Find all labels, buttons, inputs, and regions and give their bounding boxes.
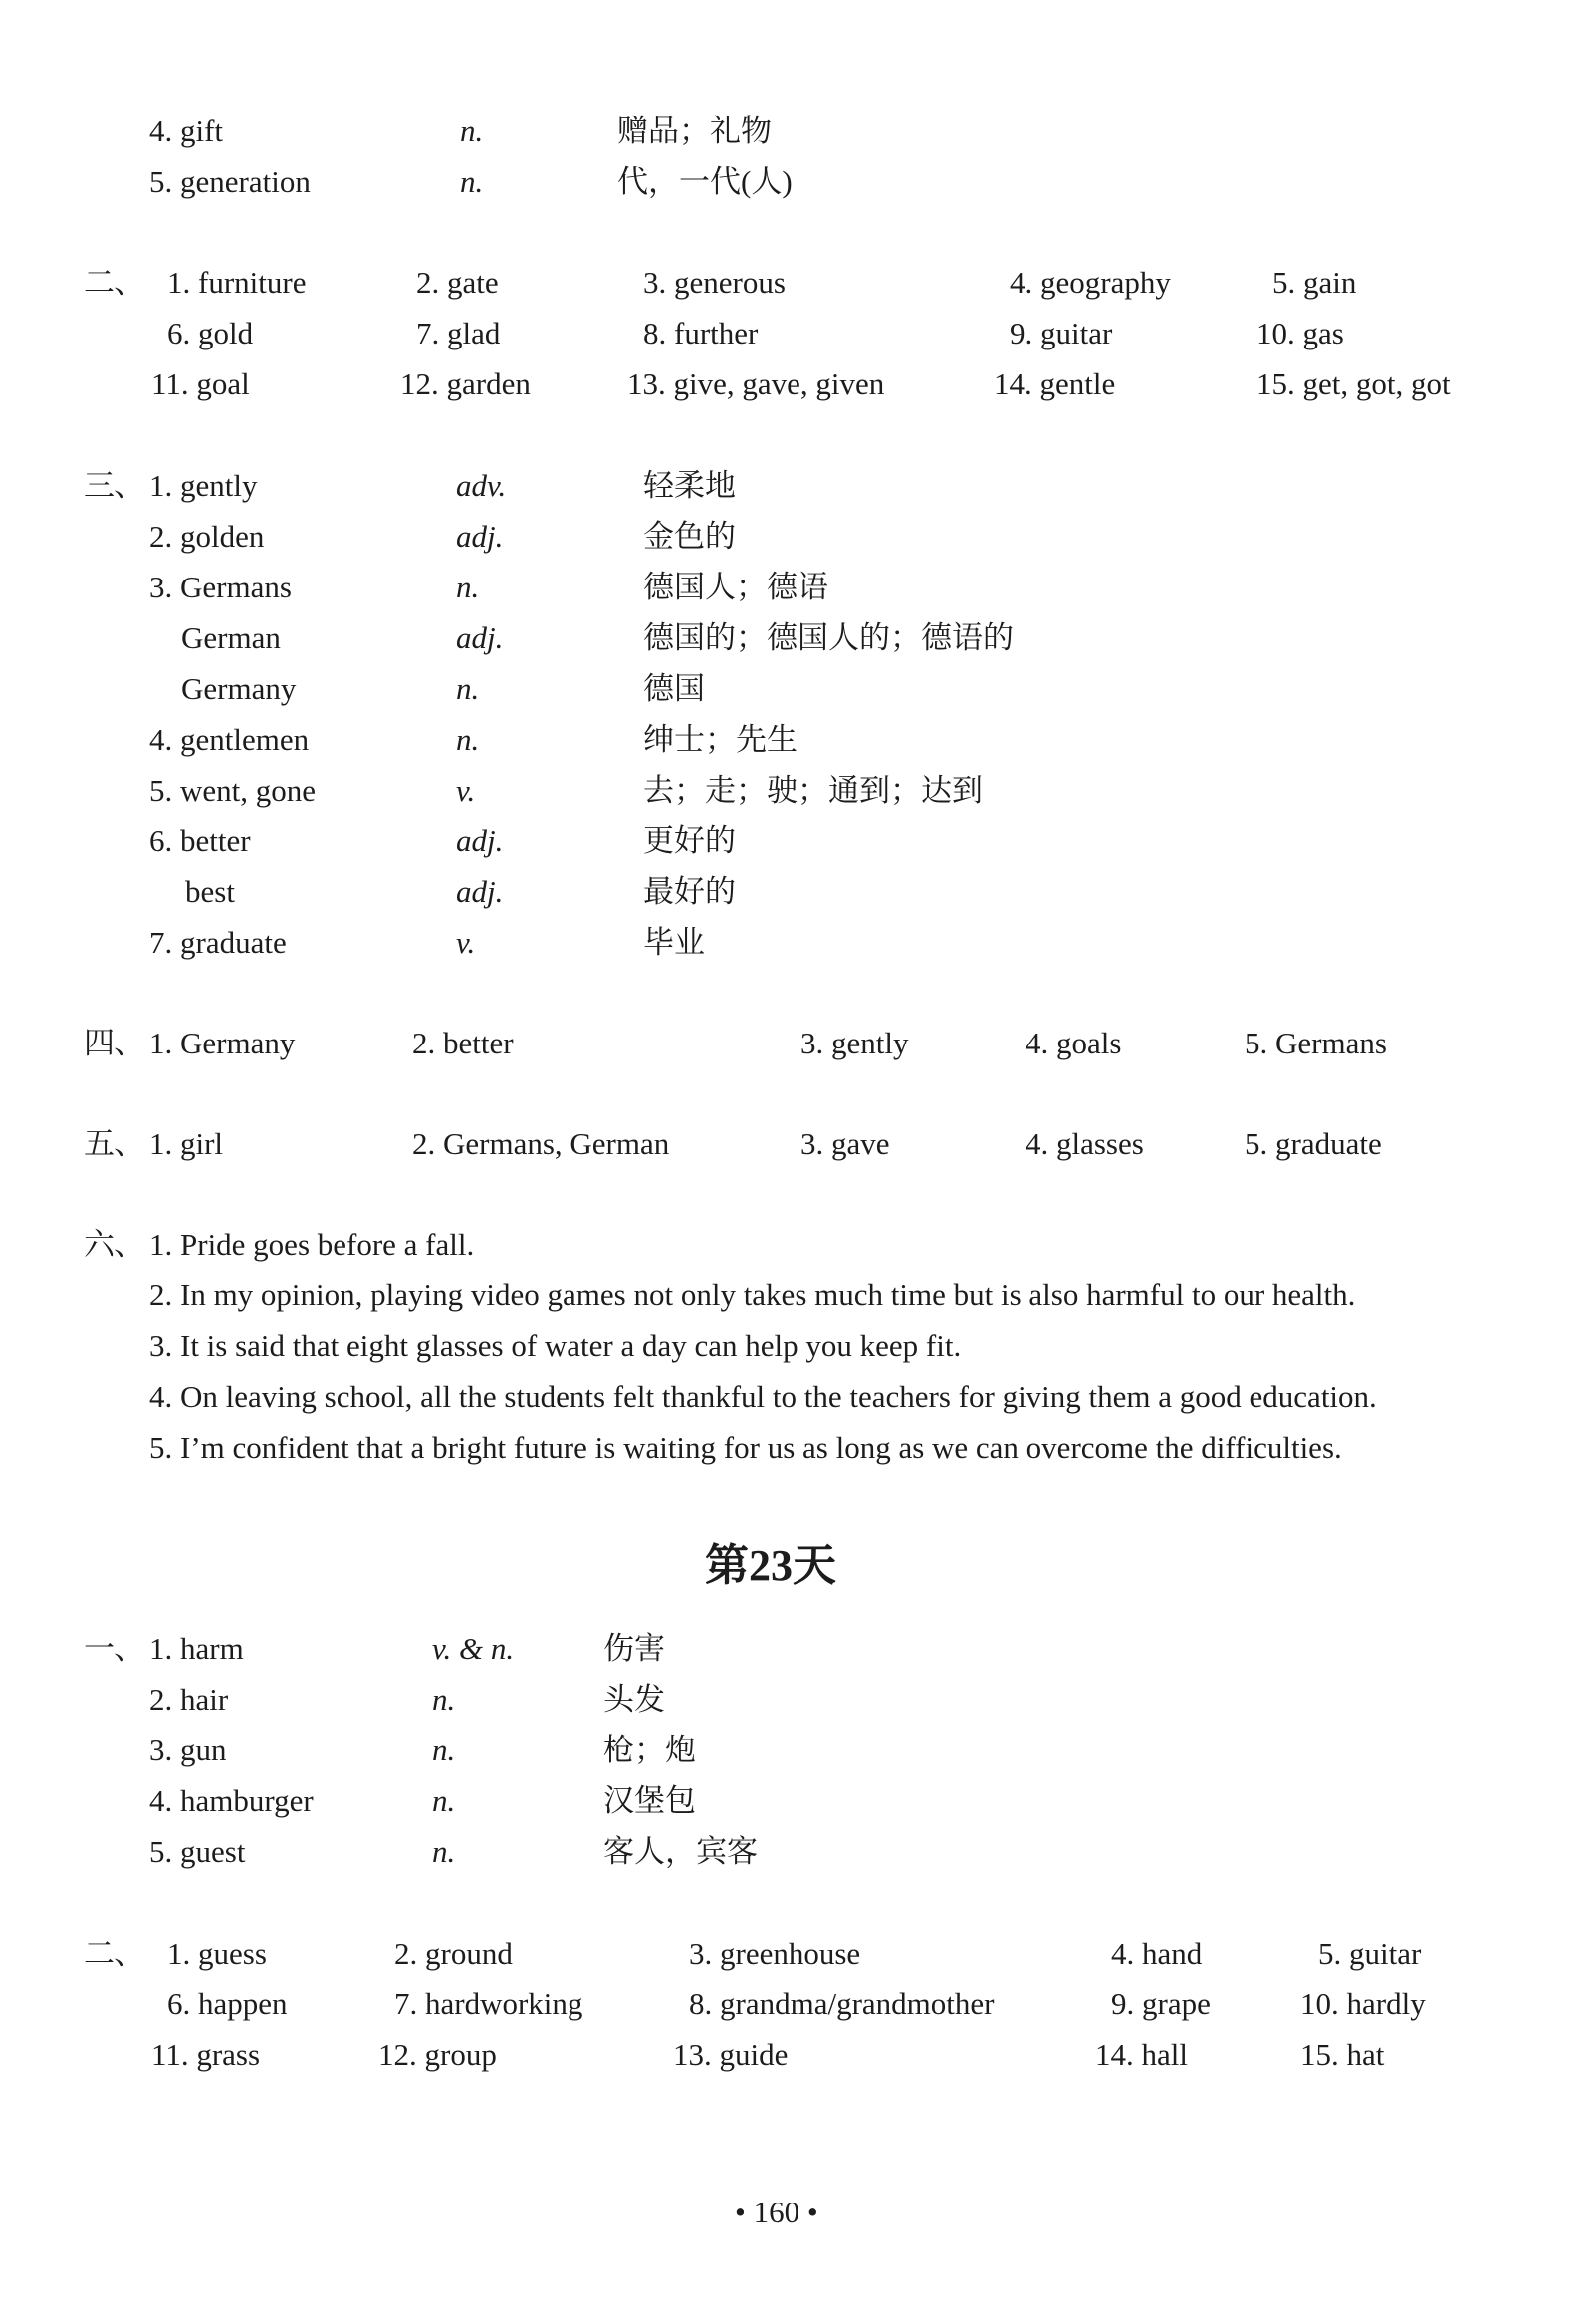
answer-item: 1. girl bbox=[149, 1126, 224, 1161]
answer-item: 1. Germany bbox=[149, 1026, 296, 1060]
word: 4. gift bbox=[149, 114, 224, 148]
answer-item: 4. goals bbox=[1026, 1026, 1122, 1060]
part-of-speech: adj. bbox=[456, 823, 504, 858]
word: Germany bbox=[181, 671, 297, 706]
meaning: 枪；炮 bbox=[603, 1733, 696, 1767]
part-of-speech: n. bbox=[460, 164, 484, 199]
translation-sentence: 3. It is said that eight glasses of water a day can help you keep fit. bbox=[149, 1328, 962, 1363]
meaning: 最好的 bbox=[643, 874, 736, 909]
meaning: 汉堡包 bbox=[603, 1783, 696, 1818]
answer-item: 3. greenhouse bbox=[689, 1936, 861, 1971]
part-of-speech: adj. bbox=[456, 874, 504, 909]
part-of-speech: n. bbox=[432, 1733, 456, 1767]
answer-item: 10. hardly bbox=[1300, 1986, 1426, 2021]
part-of-speech: v. bbox=[456, 773, 476, 808]
word: 1. harm bbox=[149, 1631, 244, 1666]
meaning: 赠品；礼物 bbox=[617, 114, 772, 148]
word: 1. gently bbox=[149, 468, 258, 503]
word: 5. guest bbox=[149, 1834, 246, 1869]
section-marker: 四、 bbox=[84, 1026, 145, 1060]
meaning: 去；走；驶；通到；达到 bbox=[643, 773, 983, 808]
answer-item: 2. better bbox=[412, 1026, 514, 1060]
meaning: 绅士；先生 bbox=[643, 722, 798, 757]
meaning: 更好的 bbox=[643, 823, 736, 858]
answer-item: 11. goal bbox=[151, 366, 250, 401]
answer-item: 14. gentle bbox=[994, 366, 1116, 401]
answer-item: 4. hand bbox=[1111, 1936, 1203, 1971]
part-of-speech: n. bbox=[456, 722, 480, 757]
answer-item: 15. get, got, got bbox=[1256, 366, 1451, 401]
section-marker: 二、 bbox=[84, 1936, 145, 1971]
word: best bbox=[185, 874, 235, 909]
answer-item: 5. guitar bbox=[1318, 1936, 1422, 1971]
answer-item: 8. further bbox=[643, 316, 759, 350]
meaning: 轻柔地 bbox=[643, 468, 736, 503]
answer-item: 8. grandma/grandmother bbox=[689, 1986, 995, 2021]
translation-sentence: 2. In my opinion, playing video games not only takes much time but is also harmful to our health. bbox=[149, 1277, 1356, 1312]
answer-item: 15. hat bbox=[1300, 2037, 1385, 2072]
word: 3. Germans bbox=[149, 570, 292, 604]
part-of-speech: v. & n. bbox=[432, 1631, 515, 1666]
answer-item: 3. generous bbox=[643, 265, 786, 300]
meaning: 伤害 bbox=[603, 1631, 665, 1666]
answer-item: 2. Germans, German bbox=[412, 1126, 670, 1161]
answer-item: 1. furniture bbox=[167, 265, 307, 300]
meaning: 德国 bbox=[643, 671, 705, 706]
part-of-speech: adj. bbox=[456, 620, 504, 655]
page-number: • 160 • bbox=[735, 2195, 818, 2229]
part-of-speech: n. bbox=[432, 1783, 456, 1818]
meaning: 客人，宾客 bbox=[603, 1834, 758, 1869]
word: 4. gentlemen bbox=[149, 722, 310, 757]
answer-item: 7. glad bbox=[416, 316, 501, 350]
meaning: 毕业 bbox=[643, 925, 705, 960]
answer-item: 6. gold bbox=[167, 316, 254, 350]
answer-item: 3. gently bbox=[800, 1026, 909, 1060]
answer-item: 13. guide bbox=[673, 2037, 789, 2072]
word: 2. golden bbox=[149, 519, 265, 554]
word: 2. hair bbox=[149, 1682, 229, 1717]
part-of-speech: n. bbox=[432, 1834, 456, 1869]
answer-item: 5. graduate bbox=[1245, 1126, 1382, 1161]
part-of-speech: v. bbox=[456, 925, 476, 960]
word: 5. generation bbox=[149, 164, 311, 199]
translation-sentence: 5. I’m confident that a bright future is waiting for us as long as we can overcome the difficulties. bbox=[149, 1430, 1342, 1465]
section-marker: 一、 bbox=[84, 1631, 145, 1666]
word: 4. hamburger bbox=[149, 1783, 314, 1818]
answer-item: 11. grass bbox=[151, 2037, 261, 2072]
part-of-speech: adj. bbox=[456, 519, 504, 554]
part-of-speech: n. bbox=[432, 1682, 456, 1717]
part-of-speech: n. bbox=[456, 570, 480, 604]
word: 3. gun bbox=[149, 1733, 227, 1767]
section-marker: 五、 bbox=[84, 1126, 145, 1161]
answer-item: 2. ground bbox=[394, 1936, 513, 1971]
answer-item: 13. give, gave, given bbox=[627, 366, 885, 401]
answer-item: 6. happen bbox=[167, 1986, 288, 2021]
answer-item: 1. guess bbox=[167, 1936, 267, 1971]
part-of-speech: adv. bbox=[456, 468, 507, 503]
meaning: 代，一代(人) bbox=[617, 164, 793, 199]
word: 6. better bbox=[149, 823, 251, 858]
answer-item: 12. garden bbox=[400, 366, 531, 401]
part-of-speech: n. bbox=[460, 114, 484, 148]
answer-item: 14. hall bbox=[1095, 2037, 1188, 2072]
answer-item: 9. guitar bbox=[1010, 316, 1113, 350]
word: 7. graduate bbox=[149, 925, 287, 960]
answer-item: 12. group bbox=[378, 2037, 497, 2072]
answer-item: 4. glasses bbox=[1026, 1126, 1144, 1161]
answer-item: 5. Germans bbox=[1245, 1026, 1387, 1060]
meaning: 头发 bbox=[603, 1682, 665, 1717]
meaning: 德国的；德国人的；德语的 bbox=[643, 620, 1014, 655]
meaning: 金色的 bbox=[643, 519, 736, 554]
answer-item: 2. gate bbox=[416, 265, 499, 300]
answer-item: 9. grape bbox=[1111, 1986, 1211, 2021]
answer-item: 5. gain bbox=[1272, 265, 1357, 300]
day-title: 第23天 bbox=[705, 1541, 836, 1590]
answer-item: 3. gave bbox=[800, 1126, 890, 1161]
translation-sentence: 1. Pride goes before a fall. bbox=[149, 1227, 475, 1262]
answer-item: 7. hardworking bbox=[394, 1986, 583, 2021]
word: 5. went, gone bbox=[149, 773, 317, 808]
part-of-speech: n. bbox=[456, 671, 480, 706]
translation-sentence: 4. On leaving school, all the students felt thankful to the teachers for giving them a good education. bbox=[149, 1379, 1377, 1414]
section-marker: 三、 bbox=[84, 468, 145, 503]
meaning: 德国人；德语 bbox=[643, 570, 828, 604]
section-marker: 六、 bbox=[84, 1227, 145, 1262]
answer-item: 4. geography bbox=[1010, 265, 1171, 300]
section-marker: 二、 bbox=[84, 265, 145, 300]
word: German bbox=[181, 620, 281, 655]
answer-item: 10. gas bbox=[1256, 316, 1344, 350]
